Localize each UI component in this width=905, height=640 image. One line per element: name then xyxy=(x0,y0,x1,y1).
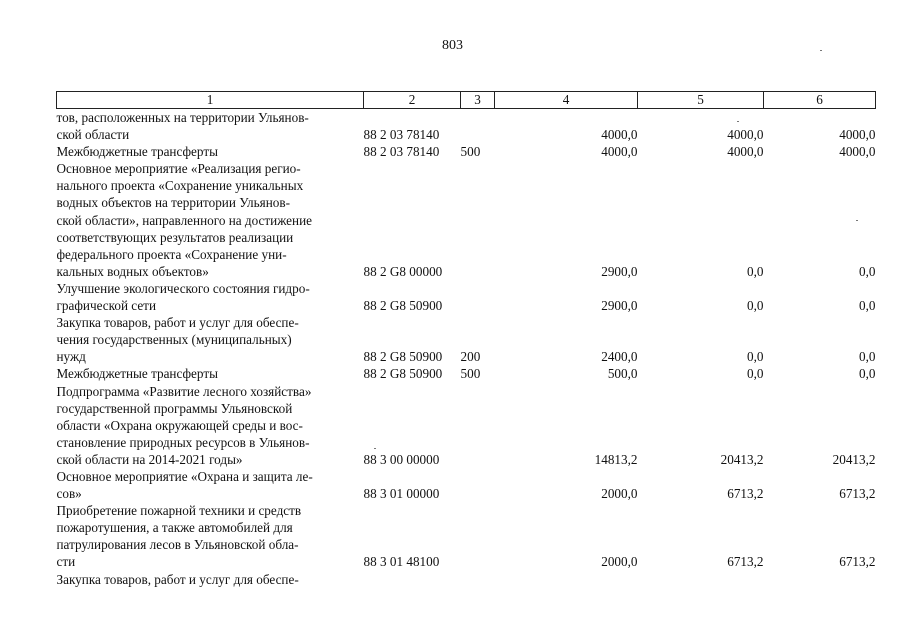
row-label-line: Межбюджетные трансферты xyxy=(56,366,218,382)
expense-type xyxy=(461,109,495,144)
row-label-line: чения государственных (муниципальных) xyxy=(56,332,292,348)
row-label-line: Улучшение экологического состояния гидро- xyxy=(56,280,310,296)
row-label-line: федерального проекта «Сохранение уни- xyxy=(56,246,287,262)
scan-speck xyxy=(374,448,376,449)
target-code: 88 3 01 00000 xyxy=(363,486,440,502)
target-code: 88 2 G8 50900 xyxy=(363,298,443,314)
table-row xyxy=(57,468,876,502)
amount-col6: 6713,2 xyxy=(839,554,876,570)
amount-col5 xyxy=(638,571,764,588)
expense-type xyxy=(461,468,495,502)
table-row xyxy=(57,571,876,588)
scan-speck xyxy=(820,50,822,51)
amount-col5: 6713,2 xyxy=(727,554,764,570)
row-label-line: Основное мероприятие «Реализация регио- xyxy=(56,161,301,177)
amount-col4: 14813,2 xyxy=(594,451,638,467)
row-label-line: государственной программы Ульяновской xyxy=(56,400,293,416)
amount-col6: 4000,0 xyxy=(839,127,876,143)
row-label-line: тов, расположенных на территории Ульянов- xyxy=(56,110,309,125)
amount-col6: 0,0 xyxy=(859,366,876,382)
row-label xyxy=(57,383,364,468)
expense-type: 200 xyxy=(460,349,481,365)
column-header-1: 1 xyxy=(57,92,364,109)
row-label-line: соответствующих результатов реализации xyxy=(56,229,294,245)
page-number: 803 xyxy=(442,38,463,53)
table-row xyxy=(57,502,876,570)
expense-type xyxy=(461,502,495,570)
amount-col4: 500,0 xyxy=(607,366,638,382)
table-row xyxy=(57,143,876,160)
row-label-line: области «Охрана окружающей среды и вос- xyxy=(56,417,303,433)
amount-col4: 2400,0 xyxy=(601,349,638,365)
amount-col5: 0,0 xyxy=(747,349,764,365)
row-label-line: графической сети xyxy=(56,298,156,314)
amount-col4: 2000,0 xyxy=(601,486,638,502)
row-label-line: Основное мероприятие «Охрана и защита ле- xyxy=(56,468,313,484)
row-label-line: Закупка товаров, работ и услуг для обеспе- xyxy=(56,571,299,587)
amount-col6: 20413,2 xyxy=(832,451,876,467)
scan-speck xyxy=(856,220,858,221)
row-label-line: Приобретение пожарной техники и средств xyxy=(56,503,302,519)
amount-col6: 0,0 xyxy=(859,298,876,314)
scan-speck xyxy=(737,121,739,122)
table-row xyxy=(57,365,876,382)
amount-col4: 4000,0 xyxy=(601,127,638,143)
table-row xyxy=(57,314,876,365)
expense-type: 500 xyxy=(460,144,481,160)
target-code xyxy=(364,571,461,588)
amount-col4: 2900,0 xyxy=(601,298,638,314)
target-code: 88 3 01 48100 xyxy=(363,554,440,570)
column-header-2: 2 xyxy=(364,92,461,109)
target-code: 88 2 03 78140 xyxy=(363,144,440,160)
expense-type xyxy=(461,160,495,280)
target-code: 88 2 G8 00000 xyxy=(363,263,443,279)
row-label xyxy=(57,143,364,160)
row-label-line: пожаротушения, а также автомобилей для xyxy=(56,520,293,536)
row-label-line: ской области», направленного на достижение xyxy=(56,212,312,228)
target-code: 88 3 00 00000 xyxy=(363,451,440,467)
row-label-line: Закупка товаров, работ и услуг для обеспе- xyxy=(56,315,299,331)
amount-col6: 0,0 xyxy=(859,263,876,279)
row-label xyxy=(57,468,364,502)
table-row xyxy=(57,160,876,280)
row-label-line: ской области на 2014-2021 годы» xyxy=(56,451,243,467)
target-code: 88 2 G8 50900 xyxy=(363,349,443,365)
table-row xyxy=(57,280,876,314)
row-label xyxy=(57,109,364,144)
amount-col4: 4000,0 xyxy=(601,144,638,160)
amount-col4 xyxy=(495,571,638,588)
amount-col4: 2900,0 xyxy=(601,263,638,279)
amount-col6: 4000,0 xyxy=(839,144,876,160)
budget-table xyxy=(56,91,876,588)
table-header-row xyxy=(57,92,876,109)
row-label-line: Подпрограмма «Развитие лесного хозяйства» xyxy=(56,383,312,399)
row-label-line: сти xyxy=(56,554,76,570)
row-label-line: водных объектов на территории Ульянов- xyxy=(56,195,290,211)
amount-col5: 0,0 xyxy=(747,366,764,382)
row-label-line: Межбюджетные трансферты xyxy=(56,144,218,160)
amount-col6 xyxy=(764,571,876,588)
row-label-line: ской области xyxy=(56,127,130,143)
target-code: 88 2 G8 50900 xyxy=(363,366,443,382)
row-label xyxy=(57,365,364,382)
row-label-line: нужд xyxy=(56,349,86,365)
row-label-line: кальных водных объектов» xyxy=(56,263,209,279)
column-header-3: 3 xyxy=(461,92,495,109)
row-label-line: нального проекта «Сохранение уникальных xyxy=(56,178,304,194)
amount-col5: 6713,2 xyxy=(727,486,764,502)
expense-type xyxy=(461,280,495,314)
amount-col5: 20413,2 xyxy=(720,451,764,467)
amount-col6: 6713,2 xyxy=(839,486,876,502)
amount-col5: 4000,0 xyxy=(727,127,764,143)
expense-type xyxy=(461,571,495,588)
amount-col5: 4000,0 xyxy=(727,144,764,160)
row-label-line: сов» xyxy=(56,486,82,502)
amount-col5: 0,0 xyxy=(747,263,764,279)
amount-col5: 0,0 xyxy=(747,298,764,314)
table-body xyxy=(57,109,876,588)
row-label xyxy=(57,314,364,365)
row-label-line: патрулирования лесов в Ульяновской обла- xyxy=(56,537,299,553)
column-header-6: 6 xyxy=(764,92,876,109)
row-label-line: становление природных ресурсов в Ульянов- xyxy=(56,434,310,450)
expense-type xyxy=(461,383,495,468)
expense-type: 500 xyxy=(460,366,481,382)
column-header-4: 4 xyxy=(495,92,638,109)
amount-col4: 2000,0 xyxy=(601,554,638,570)
table-row xyxy=(57,383,876,468)
row-label xyxy=(57,571,364,588)
row-label xyxy=(57,160,364,280)
table-row xyxy=(57,109,876,144)
amount-col6: 0,0 xyxy=(859,349,876,365)
column-header-5: 5 xyxy=(638,92,764,109)
target-code: 88 2 03 78140 xyxy=(363,127,440,143)
row-label xyxy=(57,280,364,314)
row-label xyxy=(57,502,364,570)
